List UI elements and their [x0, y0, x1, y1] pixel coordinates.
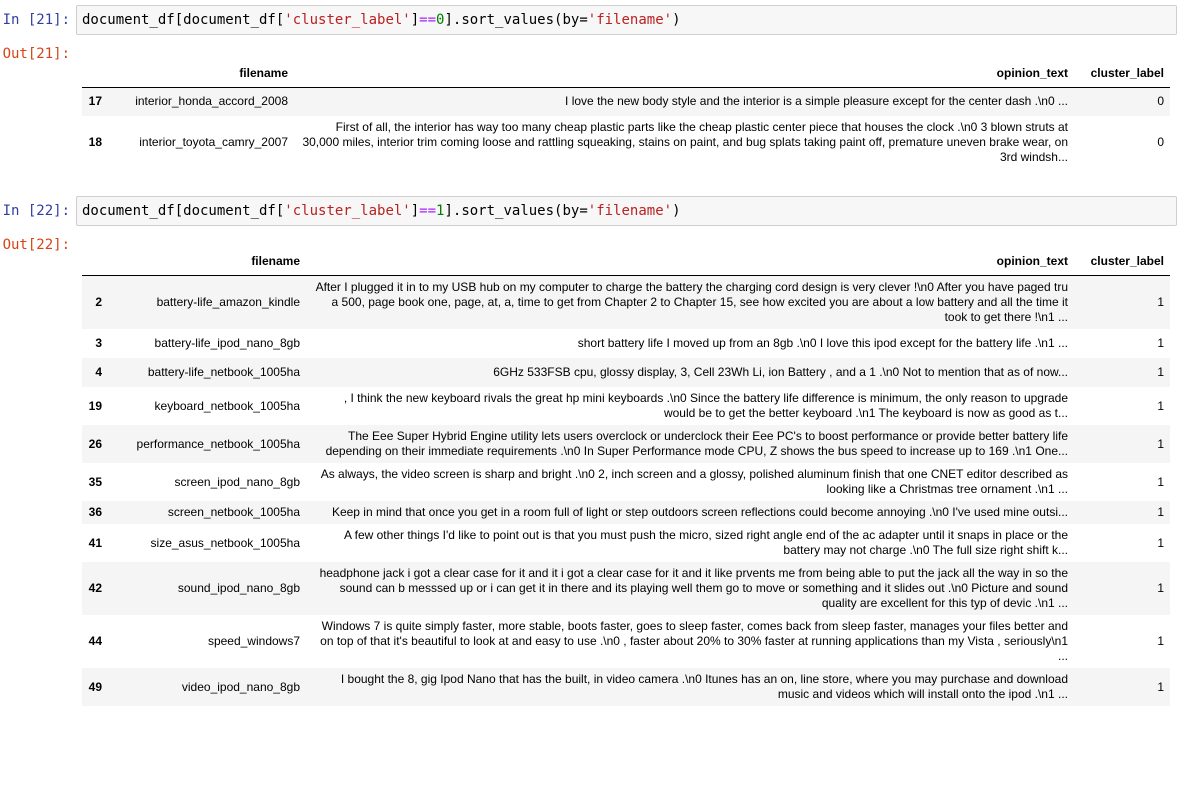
table-row — [82, 276, 1170, 330]
filename-cell: screen_netbook_1005ha — [167, 505, 300, 519]
table-row — [82, 387, 1170, 425]
cluster-label-cell: 1 — [1157, 679, 1164, 694]
cluster-label-header: cluster_label — [1074, 248, 1170, 276]
opinion-text-cell: First of all, the interior has way too many cheap plastic parts like the cheap plastic center piece that houses the clock .\n0 3 blown struts at 30,000 miles, interior trim coming loose and rattling squeaking, stains on paint, and bug splats taking paint off, premature uneven brake wear, on 3rd windsh... — [302, 119, 1068, 164]
table-row — [82, 358, 1170, 387]
cluster-label-cell: 1 — [1157, 398, 1164, 413]
opinion-text-cell: Windows 7 is quite simply faster, more stable, boots faster, goes to sleep faster, comes back from sleep faster, manages your files better and on top of that it's beautiful to look at and easy to use .\n0 , faster about 20% to 30% faster at running applications than my Vista , seriously\n1 ... — [320, 619, 1068, 663]
output-prompt: Out[21]: — [2, 46, 70, 62]
table-row — [82, 562, 1170, 615]
cluster-label-cell: 1 — [1157, 634, 1164, 648]
code-token: document_df[document_df[ — [82, 203, 285, 219]
table-row — [82, 501, 1170, 524]
opinion-text-cell: After I plugged it in to my USB hub on my computer to charge the battery the charging cord design is very clever !\n0 After you have paged tru a 500, page book one, page, at, a, time to get from Chapter 2 to Chapter 15, see how excited you are about a low battery and all the time it took to get there !\n1 ... — [315, 280, 1068, 324]
code-string: 'filename' — [587, 203, 673, 219]
row-index: 18 — [88, 134, 102, 149]
table-row — [82, 668, 1170, 706]
filename-cell: video_ipod_nano_8gb — [181, 679, 300, 694]
cluster-label-cell: 1 — [1157, 581, 1164, 595]
row-index: 44 — [88, 634, 102, 648]
table-row — [82, 116, 1170, 169]
opinion-text-cell: I love the new body style and the interior is a simple pleasure except for the center dash .\n0 ... — [565, 94, 1068, 109]
row-index: 19 — [88, 398, 102, 413]
code-token: ] — [410, 203, 420, 219]
cluster-label-cell: 1 — [1157, 295, 1164, 309]
code-input[interactable] — [76, 5, 1177, 35]
row-index: 42 — [88, 581, 102, 595]
opinion-text-cell: I bought the 8, gig Ipod Nano that has the built, in video camera .\n0 Itunes has an on, line store, where you may purchase and download music and videos which will install onto the ipod .\n1 ... — [340, 672, 1068, 701]
filename-header: filename — [108, 60, 294, 88]
table-row — [82, 425, 1170, 463]
cluster-label-cell: 1 — [1157, 336, 1164, 350]
table-row — [82, 463, 1170, 501]
cluster-label-cell: 1 — [1157, 505, 1164, 519]
code-number: 0 — [436, 12, 445, 28]
cluster-label-cell: 1 — [1157, 365, 1164, 379]
opinion-text-cell: The Eee Super Hybrid Engine utility lets users overclock or underclock their Eee PC's to boost performance or provide better battery life depending on their immediate requirements .\n0 In Super Performance mode CPU, Z shows the bus speed to increase up to 169 .\n1 One... — [325, 429, 1068, 458]
opinion-text-cell: As always, the video screen is sharp and bright .\n0 2, inch screen and a glossy, polished aluminum finish that one CNET editor described as looking like a Christmas tree ornament .\n1 ... — [320, 467, 1068, 496]
row-index: 3 — [95, 336, 102, 350]
table-header-row — [82, 248, 1170, 276]
filename-cell: sound_ipod_nano_8gb — [177, 581, 300, 595]
code-token: ) — [672, 12, 681, 28]
opinion-text-cell: Keep in mind that once you get in a room full of light or step outdoors screen reflections could become annoying .\n0 I've used mine outsi... — [331, 505, 1068, 519]
row-index: 41 — [88, 535, 102, 550]
code-string: 'cluster_label' — [284, 12, 411, 28]
cluster-label-cell: 1 — [1157, 436, 1164, 451]
cluster-label-cell: 1 — [1157, 474, 1164, 489]
filename-cell: interior_honda_accord_2008 — [135, 94, 288, 109]
filename-cell: size_asus_netbook_1005ha — [150, 535, 300, 550]
table-header-row — [82, 60, 1170, 88]
dataframe-table — [82, 248, 1170, 706]
code-string: 'filename' — [587, 12, 673, 28]
opinion-text-cell: , I think the new keyboard rivals the great hp mini keyboards .\n0 Since the battery life difference is minimum, the only reason to upgrade would be to get the better keyboard .\n1 The keyboard is now as good as t... — [343, 391, 1068, 420]
opinion-text-cell: A few other things I'd like to point out is that you must push the micro, sized right angle end of the ac adapter until it snaps in place or the battery may not charge .\n0 The full size right shift k... — [343, 528, 1068, 557]
index-header — [82, 248, 108, 276]
table-row — [82, 329, 1170, 358]
cluster-label-header: cluster_label — [1074, 60, 1170, 88]
filename-cell: speed_windows7 — [207, 634, 300, 648]
row-index: 2 — [95, 295, 102, 309]
row-index: 35 — [88, 474, 102, 489]
index-header — [82, 60, 108, 88]
filename-cell: performance_netbook_1005ha — [136, 436, 300, 451]
filename-cell: screen_ipod_nano_8gb — [174, 474, 300, 489]
cluster-label-cell: 0 — [1157, 134, 1164, 149]
opinion-text-cell: 6GHz 533FSB cpu, glossy display, 3, Cell 23Wh Li, ion Battery , and a 1 .\n0 Not to mention that as of now... — [493, 365, 1068, 379]
row-index: 17 — [88, 94, 102, 109]
cluster-label-cell: 1 — [1157, 535, 1164, 550]
input-prompt: In [22]: — [2, 203, 70, 219]
opinion-text-header: opinion_text — [294, 60, 1074, 88]
dataframe-table — [82, 60, 1170, 169]
filename-cell: keyboard_netbook_1005ha — [154, 398, 300, 413]
input-prompt: In [21]: — [2, 12, 70, 28]
code-token: document_df[document_df[ — [82, 12, 285, 28]
code-token: ] — [410, 12, 420, 28]
code-operator: == — [419, 12, 437, 28]
code-token: ].sort_values(by= — [444, 203, 588, 219]
code-token: ].sort_values(by= — [444, 12, 588, 28]
code-number: 1 — [436, 203, 445, 219]
filename-cell: battery-life_ipod_nano_8gb — [154, 336, 300, 350]
row-index: 4 — [95, 365, 102, 379]
row-index: 26 — [88, 436, 102, 451]
opinion-text-cell: headphone jack i got a clear case for it and it i got a clear case for it and it like prvents me from being able to put the jack all the way in so the sound can b messsed up or i can get it in there and its playing well them go to move or something and it slides out .\n0 Picture and sound quality are excellent for this typ of devic .\n1 ... — [319, 566, 1068, 610]
row-index: 36 — [88, 505, 102, 519]
opinion-text-cell: short battery life I moved up from an 8gb .\n0 I love this ipod except for the battery life .\n1 ... — [577, 336, 1068, 350]
filename-cell: battery-life_amazon_kindle — [156, 295, 300, 309]
code-input[interactable] — [76, 196, 1177, 226]
output-prompt: Out[22]: — [2, 237, 70, 253]
table-row — [82, 524, 1170, 562]
code-token: ) — [672, 203, 681, 219]
code-string: 'cluster_label' — [284, 203, 411, 219]
cluster-label-cell: 0 — [1157, 94, 1164, 109]
filename-cell: battery-life_netbook_1005ha — [147, 365, 300, 379]
table-row — [82, 88, 1170, 116]
filename-cell: interior_toyota_camry_2007 — [139, 134, 288, 149]
table-row — [82, 615, 1170, 668]
row-index: 49 — [88, 679, 102, 694]
code-operator: == — [419, 203, 437, 219]
filename-header: filename — [108, 248, 306, 276]
opinion-text-header: opinion_text — [306, 248, 1074, 276]
